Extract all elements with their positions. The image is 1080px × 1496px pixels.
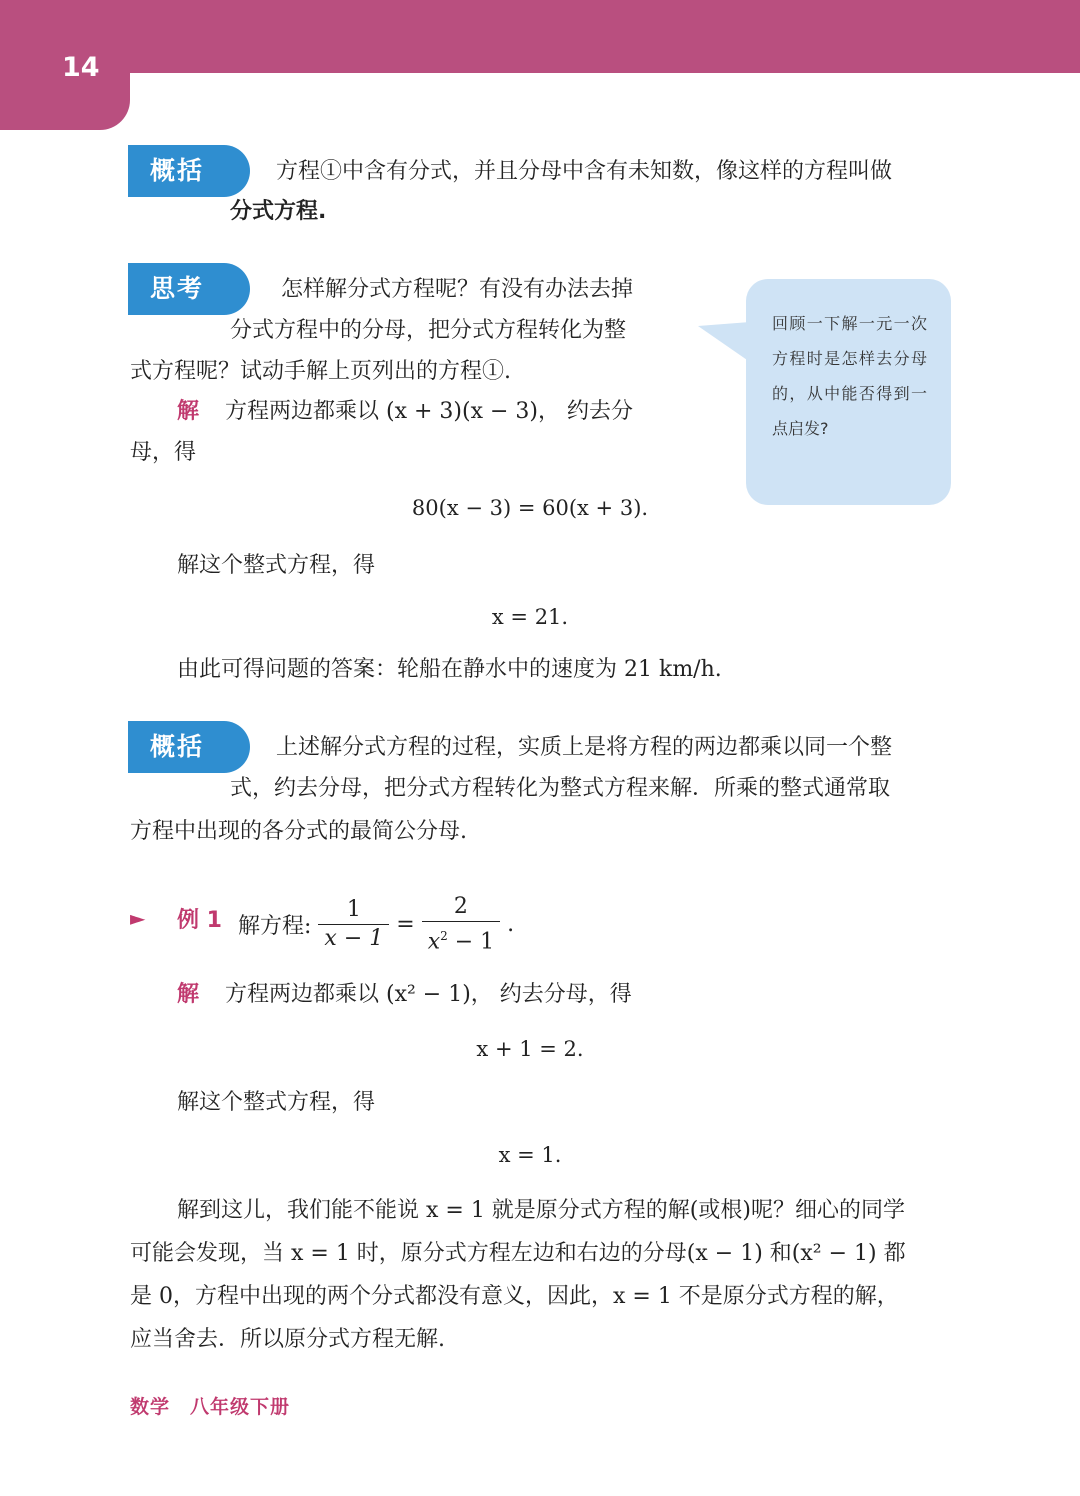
equals-sign: =	[396, 912, 415, 938]
period: .	[507, 912, 515, 938]
example-prompt: 解方程:	[238, 914, 312, 940]
solution-text-line: 方程两边都乘以 (x² − 1)， 约去分母，得	[225, 982, 632, 1007]
exponent: 2	[440, 929, 448, 943]
think-question-line: 怎样解分式方程呢？有没有办法去掉	[281, 277, 634, 302]
equation: x = 21.	[491, 605, 569, 629]
paragraph-line: 应当舍去．所以原分式方程无解.	[130, 1327, 445, 1352]
fraction-numerator: 2	[422, 893, 500, 922]
solution-text-line: 母，得	[130, 440, 197, 465]
fraction-denominator: x − 1	[324, 926, 384, 952]
hint-bubble-text: 回顾一下解一元一次方程时是怎样去分母的，从中能否得到一点启发?	[772, 314, 927, 438]
think-label: 思考	[128, 263, 250, 315]
fraction-numerator: 1	[318, 896, 389, 925]
solution-marker: 解	[177, 982, 200, 1007]
header-bar	[0, 0, 1080, 73]
term-fractional-equation: 分式方程.	[230, 199, 327, 224]
solution-marker: 解	[177, 399, 200, 424]
equation: x + 1 = 2.	[476, 1037, 584, 1061]
example-label: 例 1	[177, 908, 222, 933]
page-number: 14	[62, 52, 100, 83]
step-text: 解这个整式方程，得	[177, 553, 376, 578]
summary-text-line: 方程中出现的各分式的最简公分母.	[130, 819, 467, 844]
paragraph-line: 解到这儿，我们能不能说 x = 1 就是原分式方程的解(或根)呢？细心的同学	[177, 1198, 905, 1223]
answer-text: 由此可得问题的答案：轮船在静水中的速度为 21 km/h.	[177, 657, 722, 682]
example-equation	[238, 893, 514, 956]
summary-label: 概括	[128, 145, 250, 197]
think-question-line: 式方程呢？试动手解上页列出的方程①.	[130, 359, 511, 384]
paragraph-line: 可能会发现，当 x = 1 时，原分式方程左边和右边的分母(x − 1) 和(x² − 1) 都	[130, 1241, 906, 1266]
paragraph-line: 是 0，方程中出现的两个分式都没有意义，因此，x = 1 不是原分式方程的解，	[130, 1284, 899, 1309]
equation: 80(x − 3) = 60(x + 3).	[411, 496, 649, 520]
equation: x = 1.	[498, 1143, 562, 1167]
fraction-left	[318, 896, 389, 953]
denominator-rest: − 1	[447, 929, 495, 955]
fraction-denominator	[422, 922, 500, 956]
summary-label: 概括	[128, 721, 250, 773]
solution-text-line: 方程两边都乘以 (x + 3)(x − 3)， 约去分	[225, 399, 633, 424]
step-text: 解这个整式方程，得	[177, 1090, 376, 1115]
summary-text-line: 方程①中含有分式，并且分母中含有未知数，像这样的方程叫做	[276, 159, 893, 184]
summary-text-line: 式，约去分母，把分式方程转化为整式方程来解．所乘的整式通常取	[230, 776, 891, 801]
variable-x: x	[427, 929, 441, 955]
think-question-line: 分式方程中的分母，把分式方程转化为整	[230, 318, 627, 343]
footer-book-title: 数学 八年级下册	[130, 1396, 291, 1418]
summary-text-line: 上述解分式方程的过程，实质上是将方程的两边都乘以同一个整	[276, 735, 893, 760]
example-arrow-icon: ►	[130, 906, 146, 930]
fraction-right	[422, 893, 500, 956]
